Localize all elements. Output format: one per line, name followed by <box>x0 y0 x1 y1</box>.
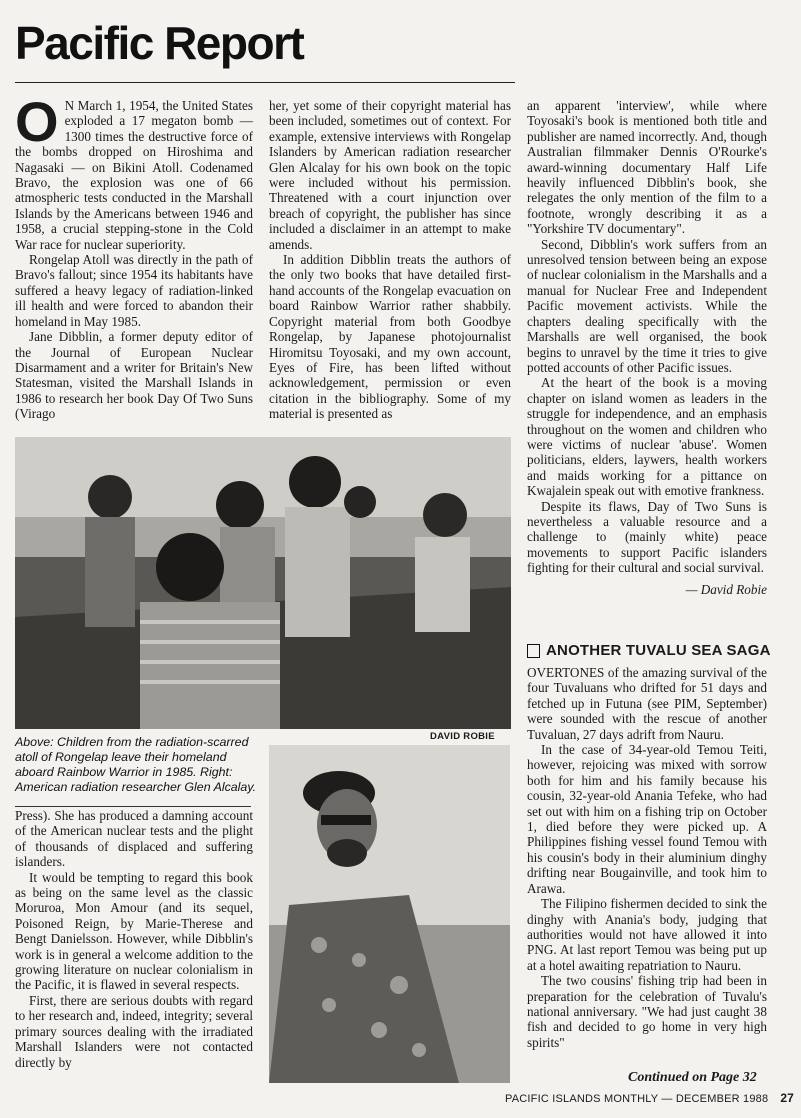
article2-headline: ANOTHER TUVALU SEA SAGA <box>527 642 771 659</box>
photo-children-illustration <box>15 437 511 729</box>
page-number: 27 <box>780 1091 795 1105</box>
article2-paragraph: The Filipino fishermen decided to sink the dinghy with Anania's body, judging that authorities would not have allowed it into PNG. At last report Temou was being put up at a hotel awaiting repatriation to Nauru. <box>527 896 767 973</box>
article2-body <box>527 665 767 1050</box>
page-title: Pacific Report <box>15 17 304 69</box>
article1-paragraph: Despite its flaws, Day of Two Suns is nevertheless a valuable resource and a challenge to (mainly white) peace movements to support Pacific islanders fighting for their cultural and social survival. <box>527 498 767 576</box>
article1-paragraph: Second, Dibblin's work suffers from an unresolved tension between being an expose of nuclear colonialism in the Marshalls and a manual for Nuclear Free and Independent Pacific movement activists. While the chapters dealing specifically with the Marshalls are well organised, the book begins to unravel by the time it tries to give potted accounts of other Pacific issues. <box>527 236 767 375</box>
continued-link[interactable]: Continued on Page 32 <box>628 1070 757 1085</box>
title-rule <box>15 82 515 83</box>
photo-alcalay-illustration <box>269 745 510 1083</box>
article1-paragraph: In addition Dibblin treats the authors of the only two books that have detailed first-hand accounts of the Rongelap evacuation on board Rainbow Warrior rather shabbily. Copyright material from both Goodbye Rongelap, by Japanese photojournalist Hiromitsu Toyosaki, and my own account, Eyes of Fire, has been lifted without acknowledgement, permission or even citation in the bibliography. Some of my material is presented as <box>269 252 511 422</box>
article1-paragraph: It would be tempting to regard this book as being on the same level as the classic Moruroa, Mon Amour (and its sequel, Poisoned Reign, by Marie-Therese and Bengt Danielsson. However, while Dibblin's work is in general a welcome addition to the growing literature on nuclear colonialism in the Pacific, it is flawed in several respects. <box>15 869 253 993</box>
page-footer <box>505 1091 794 1105</box>
article1-paragraph: O N March 1, 1954, the United States exploded a 17 megaton bomb — 1300 times the destructive force of the bombs dropped on Hiroshima and Nagasaki — on Bikini Atoll. Codenamed Bravo, the explosion was one of 66 atmospheric tests conducted in the Marshall Islands by the Americans between 1946 and 1958, a crucial stepping-stone in the Cold War race for nuclear superiority. <box>15 90 253 252</box>
article1-column1 <box>15 90 253 422</box>
article1-paragraph: an apparent 'interview', while where Toyosaki's book is mentioned both title and publisher are named incorrectly. And, though Australian filmmaker Dennis O'Rourke's award-winning documentary Half Life heavily influenced Dibblin's book, she relegates the only mention of the film to a footnote, wrongly describing it as a "Yorkshire TV documentary". <box>527 98 767 237</box>
article1-column2 <box>269 98 511 422</box>
article1-paragraph: her, yet some of their copyright material has been included, sometimes out of context. For example, extensive interviews with Rongelap Islanders by American radiation researcher Glen Alcalay for his own book on the topic were included without his permission. Threatened with a court injunction over breach of copyright, the publisher has since included a disclaimer in an attempt to make amends. <box>269 98 511 252</box>
article2-paragraph: The two cousins' fishing trip had been in preparation for the celebration of Tuvalu's national anniversary. "We had just caught 38 fish and decided to go home in very high spirits" <box>527 973 767 1050</box>
article1-paragraph: First, there are serious doubts with regard to her research and, indeed, integrity; several primary sources dealing with the irradiated Marshall Islanders were not contacted directly by <box>15 992 253 1070</box>
photo-credit: DAVID ROBIE <box>430 731 495 742</box>
article1-paragraph: Press). She has produced a damning account of the American nuclear tests and the plight of thousands of displaced and suffering islanders. <box>15 808 253 870</box>
publication-info: PACIFIC ISLANDS MONTHLY — DECEMBER 1988 <box>505 1093 769 1105</box>
photo-caption: Above: Children from the radiation-scarred atoll of Rongelap leave their homeland aboard Rainbow Warrior in 1985. Right: American radiation researcher Glen Alcalay. <box>15 735 257 794</box>
caption-rule <box>15 806 251 807</box>
article1-paragraph: Rongelap Atoll was directly in the path of Bravo's fallout; since 1954 its habitants have suffered a heavy legacy of radiation-linked ill health and were forced to abandon their homeland in May 1985. <box>15 252 253 329</box>
checkbox-bullet-icon <box>527 644 540 658</box>
article2-paragraph: OVERTONES of the amazing survival of the four Tuvaluans who drifted for 51 days and fetched up in Futuna (see PIM, September) were sounded with the rescue of another Tuvaluan, 27 days adrift from Nauru. <box>527 665 767 742</box>
photo-glen-alcalay <box>269 745 510 1083</box>
article1-paragraph: At the heart of the book is a moving chapter on island women as leaders in the struggle for independence, and an emphasis throughout on the women and children who were victims of nuclear 'abuse'. Women politicians, elders, laywers, health workers and maids working for a pittance on Kwajalein speak out with emotive frankness. <box>527 375 767 499</box>
article1-column1-continued <box>15 808 253 1070</box>
article2-paragraph: In the case of 34-year-old Temou Teiti, however, rejoicing was mixed with sorrow both for him and his family because his cousin, 32-year-old Anania Tefeke, who had set out with him on a fishing trip on October 1, died before they were picked up. A Philippines fishing vessel found Temou with his cousin's body in their aluminium dinghy drifting near Bougainville, and took him to Arawa. <box>527 742 767 896</box>
photo-children-rongelap <box>15 437 511 729</box>
article1-paragraph: Jane Dibblin, a former deputy editor of the Journal of European Nuclear Disarmament and a writer for Britain's New Statesman, visited the Marshall Islands in 1986 to research her book Day Of Two Suns (Virago <box>15 329 253 422</box>
drop-cap: O <box>15 90 59 153</box>
article1-column3 <box>527 98 767 597</box>
byline-signature: — David Robie <box>685 581 767 597</box>
